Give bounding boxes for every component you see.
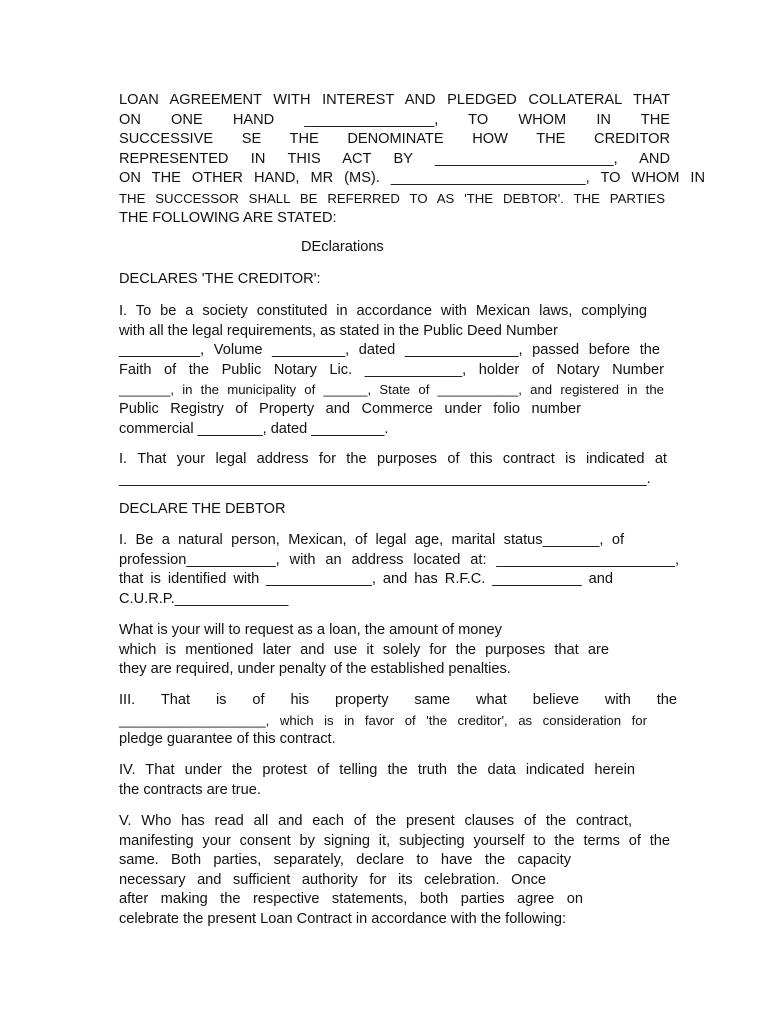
debtor-paragraph-5 <box>119 812 670 930</box>
title-line: SUCCESSIVE SE THE DENOMINATE HOW THE CREDITOR <box>119 131 670 148</box>
debtor-paragraph-2 <box>119 621 609 680</box>
title-line: THE SUCCESSOR SHALL BE REFERRED TO AS 'THE DEBTOR'. THE PARTIES <box>119 190 665 206</box>
paragraph-line: IV. That under the protest of telling the truth the data indicated herein <box>119 762 635 778</box>
debtor-heading <box>119 500 670 520</box>
creditor-heading-text: DECLARES 'THE CREDITOR': <box>119 271 321 287</box>
paragraph-line: celebrate the present Loan Contract in accordance with the following: <box>119 910 566 927</box>
creditor-paragraph-2 <box>119 450 667 489</box>
title-line: THE FOLLOWING ARE STATED: <box>119 209 337 226</box>
paragraph-line: same. Both parties, separately, declare to have the capacity <box>119 852 571 869</box>
paragraph-line: they are required, under penalty of the established penalties. <box>119 661 511 678</box>
debtor-paragraph-4 <box>119 761 635 800</box>
creditor-heading <box>119 270 670 290</box>
agreement-title-block <box>119 91 705 228</box>
paragraph-line: necessary and sufficient authority for its celebration. Once <box>119 871 546 888</box>
paragraph-line: Public Registry of Property and Commerce under folio number <box>119 400 581 417</box>
paragraph-line: What is your will to request as a loan, the amount of money <box>119 622 502 638</box>
paragraph-line: _______, in the municipality of ______, State of ___________, and registered in the <box>119 382 664 398</box>
debtor-heading-text: DECLARE THE DEBTOR <box>119 501 286 517</box>
paragraph-line: Faith of the Public Notary Lic. ____________, holder of Notary Number <box>119 361 664 378</box>
paragraph-line: with all the legal requirements, as stated in the Public Deed Number <box>119 322 558 339</box>
title-line: ON THE OTHER HAND, MR (MS). ________________________, TO WHOM IN <box>119 170 705 187</box>
paragraph-line: that is identified with _____________, and has R.F.C. ___________ and <box>119 571 613 588</box>
debtor-paragraph-3 <box>119 691 677 750</box>
paragraph-line: the contracts are true. <box>119 781 261 798</box>
title-line: REPRESENTED IN THIS ACT BY ______________________, AND <box>119 150 670 167</box>
paragraph-line: profession___________, with an address located at: ______________________, <box>119 551 679 568</box>
paragraph-line: _________________________________________________________________. <box>119 470 651 487</box>
title-line: ON ONE HAND ________________, TO WHOM IN THE <box>119 111 670 128</box>
paragraph-line: I. Be a natural person, Mexican, of legal age, marital status_______, of <box>119 532 624 548</box>
paragraph-line: commercial ________, dated _________. <box>119 420 389 437</box>
declarations-heading-text: DEclarations <box>301 239 384 255</box>
paragraph-line: C.U.R.P.______________ <box>119 590 289 607</box>
paragraph-line: V. Who has read all and each of the present clauses of the contract, <box>119 813 632 829</box>
paragraph-line: __________, Volume _________, dated ______________, passed before the <box>119 342 660 359</box>
paragraph-line: after making the respective statements, both parties agree on <box>119 891 583 908</box>
paragraph-line: pledge guarantee of this contract. <box>119 731 336 748</box>
declarations-heading <box>301 238 384 258</box>
paragraph-line: manifesting your consent by signing it, subjecting yourself to the terms of the <box>119 832 670 849</box>
title-line: LOAN AGREEMENT WITH INTEREST AND PLEDGED COLLATERAL THAT <box>119 92 670 108</box>
paragraph-line: I. That your legal address for the purposes of this contract is indicated at <box>119 451 667 467</box>
paragraph-line: I. To be a society constituted in accordance with Mexican laws, complying <box>119 303 647 319</box>
paragraph-line: III. That is of his property same what believe with the <box>119 692 677 708</box>
debtor-paragraph-1 <box>119 531 679 609</box>
paragraph-line: which is mentioned later and use it solely for the purposes that are <box>119 641 609 658</box>
creditor-paragraph-1 <box>119 302 664 439</box>
paragraph-line: ____________________, which is in favor of 'the creditor', as consideration for <box>119 712 647 728</box>
